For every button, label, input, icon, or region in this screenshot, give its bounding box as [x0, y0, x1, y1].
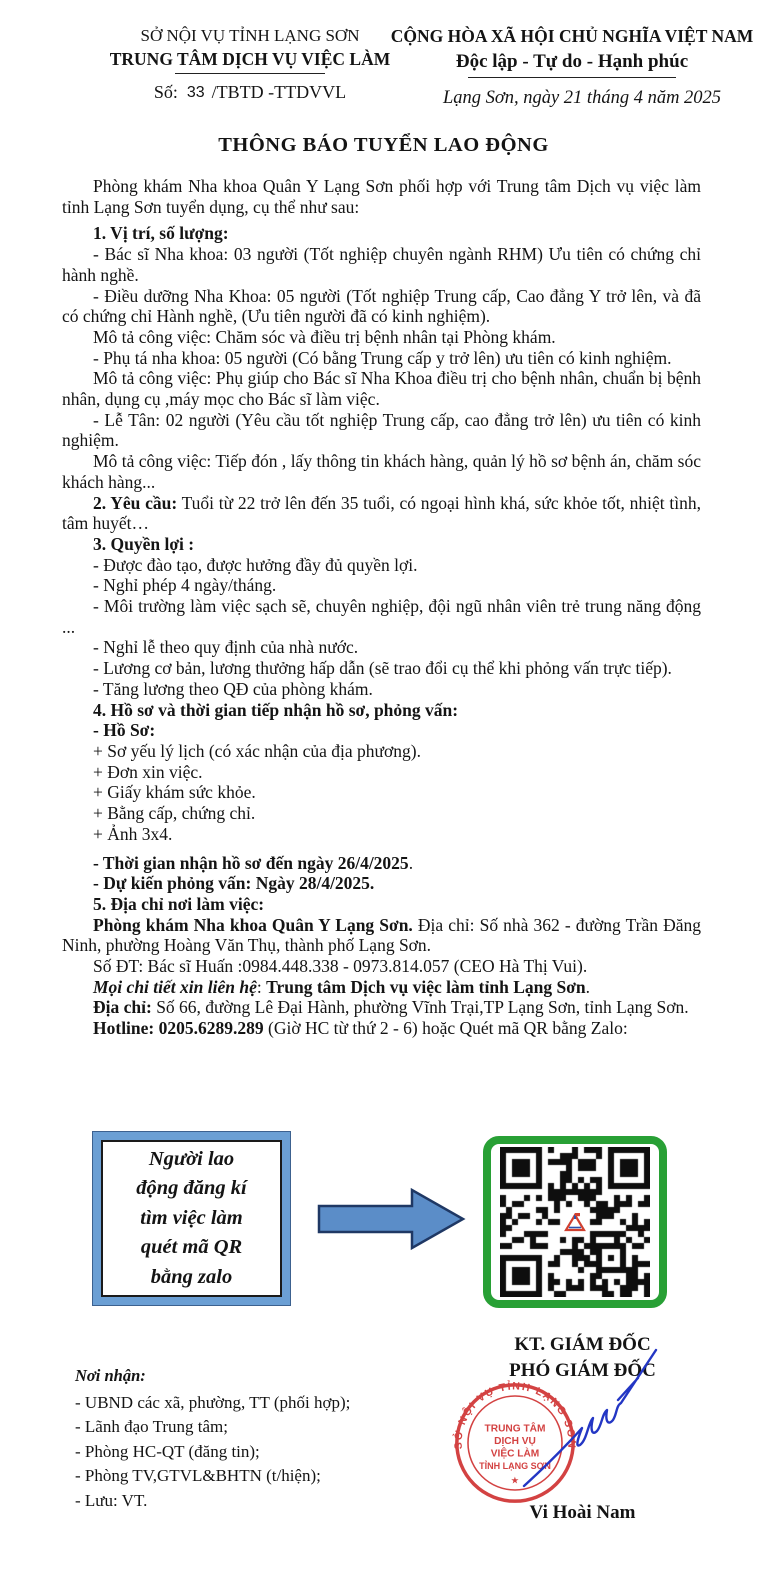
right-arrow-icon	[316, 1186, 468, 1252]
recipient-item: - Lãnh đạo Trung tâm;	[75, 1417, 228, 1436]
header-left	[85, 26, 415, 104]
paragraph: Phòng khám Nha khoa Quân Y Lạng Sơn phối hợp với Trung tâm Dịch vụ việc làm tỉnh Lạng Sơn tuyển dụng, cụ thể như sau:	[62, 176, 701, 217]
paragraph: - Điều dưỡng Nha Khoa: 05 người (Tốt nghiệp Trung cấp, Cao đẳng Y trở lên, và đã có chứng chỉ Hành nghề, (Ưu tiên người đã có kinh nghiệm).	[62, 285, 701, 327]
qr-center-logo-icon	[561, 1209, 589, 1235]
paragraph: - Môi trường làm việc sạch sẽ, chuyên nghiệp, đội ngũ nhân viên trẻ trung năng động ...	[62, 596, 701, 637]
paragraph: - Thời gian nhận hồ sơ đến ngày 26/4/2025.	[93, 852, 414, 873]
stamp-line: DỊCH VỤ	[494, 1435, 536, 1447]
paragraph: - Dự kiến phỏng vấn: Ngày 28/4/2025.	[93, 873, 375, 894]
paragraph: Mô tả công việc: Phụ giúp cho Bác sĩ Nha Khoa điều trị cho bệnh nhân, chuẩn bị bệnh nhân, dụng cụ ,máy mọc cho Bác sĩ làm việc.	[62, 368, 701, 410]
paragraph: - Phụ tá nha khoa: 05 người (Có bằng Trung cấp y trở lên) ưu tiên có kinh nghiệm.	[93, 347, 672, 368]
paragraph: + Ảnh 3x4.	[93, 823, 173, 844]
national-header: CỘNG HÒA XÃ HỘI CHỦ NGHĨA VIỆT NAM	[390, 26, 754, 46]
stamp-line: TRUNG TÂM	[484, 1423, 546, 1435]
paragraph: - Tăng lương theo QĐ của phòng khám.	[93, 678, 373, 699]
recipient-item: - Phòng TV,GTVL&BHTN (t/hiện);	[75, 1466, 321, 1485]
paragraph: 5. Địa chỉ nơi làm việc:	[93, 893, 265, 914]
paragraph: + Đơn xin việc.	[93, 761, 203, 782]
qr-instruction-text	[136, 1145, 247, 1293]
paragraph: - Bác sĩ Nha khoa: 03 người (Tốt nghiệp chuyên ngành RHM) Ưu tiên có chứng chỉ hành nghề.	[62, 244, 701, 285]
header-right	[383, 26, 761, 109]
paragraph: Mô tả công việc: Chăm sóc và điều trị bệnh nhân tại Phòng khám.	[93, 326, 556, 347]
distribution-list	[75, 1391, 350, 1514]
recipients-block	[75, 1364, 350, 1513]
signature	[518, 1338, 668, 1493]
paragraph: 2. Yêu cầu: Tuổi từ 22 trở lên đến 35 tuổi, có ngoại hình khá, sức khỏe tốt, nhiệt tình, tâm huyết…	[62, 492, 701, 534]
qr-instruction-inner	[101, 1140, 282, 1297]
stamp-star-icon: ★	[510, 1475, 520, 1487]
paragraph: - Lương cơ bản, lương thưởng hấp dẫn (sẽ trao đổi cụ thể khi phỏng vấn trực tiếp).	[93, 658, 672, 679]
paragraph: - Nghỉ lễ theo quy định của nhà nước.	[93, 637, 359, 658]
qr-instruction-box	[93, 1132, 290, 1305]
recipient-item: - Phòng HC-QT (đăng tin);	[75, 1441, 260, 1461]
paragraph: + Sơ yếu lý lịch (có xác nhận của địa phương).	[93, 740, 421, 761]
paragraph: 1. Vị trí, số lượng:	[93, 223, 229, 244]
underline-rule	[468, 77, 676, 78]
paragraph: + Giấy khám sức khỏe.	[93, 782, 256, 803]
issuing-organization: TRUNG TÂM DỊCH VỤ VIỆC LÀM	[109, 48, 391, 69]
paragraph: - Hồ Sơ:	[93, 720, 156, 741]
qr-instruction-line: Người lao	[148, 1147, 235, 1170]
signing-title-vice: PHÓ GIÁM ĐỐC	[509, 1360, 656, 1381]
paragraph: Mọi chi tiết xin liên hệ: Trung tâm Dịch vụ việc làm tỉnh Lạng Sơn.	[93, 976, 591, 997]
qr-instruction-line: động đăng kí	[136, 1177, 247, 1200]
page-title: THÔNG BÁO TUYỂN LAO ĐỘNG	[218, 134, 549, 156]
paragraph: - Nghỉ phép 4 ngày/tháng.	[93, 575, 277, 596]
recipient-item: - UBND các xã, phường, TT (phối hợp);	[75, 1392, 351, 1412]
qr-instruction-line: tìm việc làm	[140, 1206, 243, 1229]
paragraph: 4. Hồ sơ và thời gian tiếp nhận hồ sơ, phỏng vấn:	[93, 699, 459, 720]
signing-title-kt: KT. GIÁM ĐỐC	[514, 1334, 651, 1355]
paragraph: - Được đào tạo, được hưởng đầy đủ quyền lợi.	[93, 554, 418, 575]
document-number-value: 33	[186, 84, 205, 102]
paragraph: Phòng khám Nha khoa Quân Y Lạng Sơn. Địa chỉ: Số nhà 362 - đường Trần Đăng Ninh, phường Hoàng Văn Thụ, thành phố Lạng Sơn.	[62, 914, 701, 956]
paragraph: Mô tả công việc: Tiếp đón , lấy thông tin khách hàng, quản lý hồ sơ bệnh án, chăm sóc khách hàng...	[62, 451, 701, 492]
issuing-department: SỞ NỘI VỤ TỈNH LẠNG SƠN	[140, 26, 360, 45]
stamp-ring-text: SỞ NỘI VỤ TỈNH LẠNG SƠN	[452, 1380, 578, 1450]
paragraph: 3. Quyền lợi :	[93, 533, 195, 554]
place-date-line: Lạng Sơn, ngày 21 tháng 4 năm 2025	[442, 87, 722, 108]
stamp-line: TỈNH LẠNG SƠN	[479, 1461, 551, 1472]
paragraph: - Lễ Tân: 02 người (Yêu cầu tốt nghiệp Trung cấp, cao đẳng trở lên) ưu tiên có kinh nghiệm.	[62, 409, 701, 451]
document-body	[62, 176, 701, 1039]
paragraph: Số ĐT: Bác sĩ Huấn :0984.448.338 - 0973.814.057 (CEO Hà Thị Vui).	[93, 956, 588, 977]
recipients-label: Nơi nhận:	[75, 1366, 146, 1385]
paragraph: Địa chỉ: Số 66, đường Lê Đại Hành, phường Vĩnh Trại,TP Lạng Sơn, tỉnh Lạng Sơn.	[93, 997, 689, 1018]
recipient-item: - Lưu: VT.	[75, 1490, 148, 1510]
qr-instruction-line: bằng zalo	[150, 1265, 233, 1288]
national-motto: Độc lập - Tự do - Hạnh phúc	[455, 51, 689, 73]
underline-rule	[175, 73, 325, 74]
document-number: Số: 33 /TBTD -TTDVVL	[153, 82, 347, 103]
paragraph: + Bằng cấp, chứng chỉ.	[93, 803, 256, 824]
stamp-line: VIỆC LÀM	[490, 1448, 540, 1460]
signer-name: Vi Hoài Nam	[529, 1502, 636, 1523]
paragraph: Hotline: 0205.6289.289 (Giờ HC từ thứ 2 - 6) hoặc Quét mã QR bằng Zalo:	[93, 1018, 628, 1039]
qr-instruction-line: quét mã QR	[140, 1236, 243, 1259]
qr-frame	[483, 1136, 667, 1308]
